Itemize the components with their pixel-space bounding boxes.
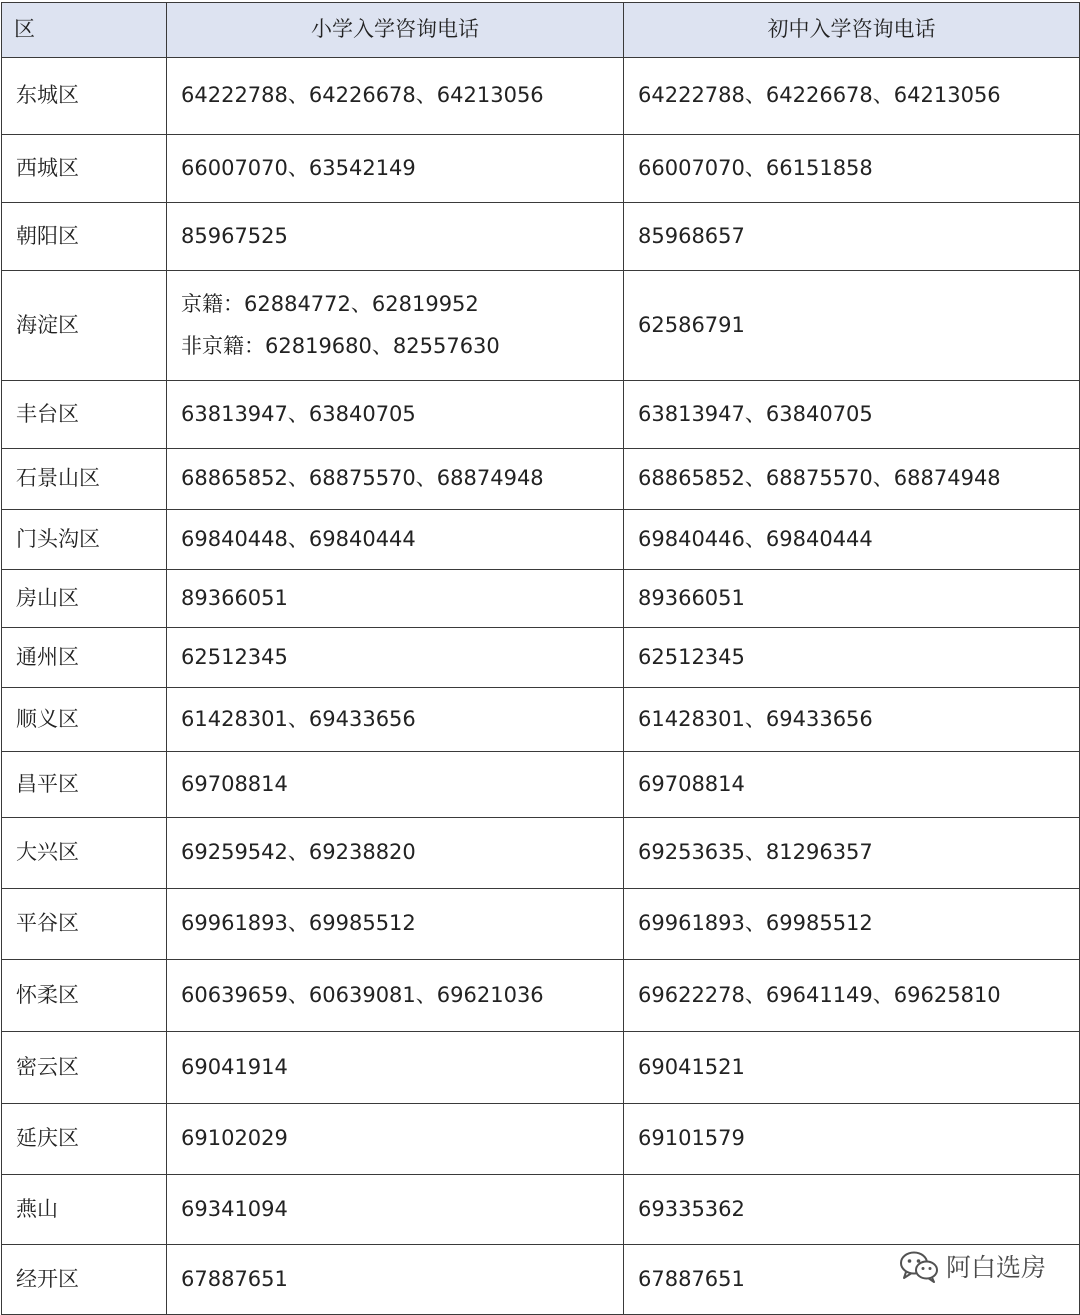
middle-phone-cell: 68865852、68875570、68874948 xyxy=(624,449,1080,510)
table-row xyxy=(2,203,1080,271)
table-body xyxy=(2,58,1080,1315)
district-cell: 门头沟区 xyxy=(2,510,167,570)
primary-phone-line: 62512345 xyxy=(181,644,288,669)
middle-phone-cell: 69253635、81296357 xyxy=(624,818,1080,889)
district-cell: 怀柔区 xyxy=(2,960,167,1032)
primary-phone-line: 61428301、69433656 xyxy=(181,706,416,731)
middle-phone-cell: 85968657 xyxy=(624,203,1080,271)
district-cell: 西城区 xyxy=(2,135,167,203)
district-cell: 密云区 xyxy=(2,1032,167,1104)
header-middle-school: 初中入学咨询电话 xyxy=(624,3,1080,58)
table-row xyxy=(2,960,1080,1032)
primary-phone-line: 非京籍：62819680、82557630 xyxy=(181,333,500,358)
district-cell: 房山区 xyxy=(2,570,167,628)
district-cell: 燕山 xyxy=(2,1175,167,1245)
district-cell: 大兴区 xyxy=(2,818,167,889)
primary-phone-line: 85967525 xyxy=(181,223,288,248)
middle-phone-cell: 61428301、69433656 xyxy=(624,688,1080,752)
table-row xyxy=(2,628,1080,688)
table-row xyxy=(2,688,1080,752)
middle-phone-cell: 69840446、69840444 xyxy=(624,510,1080,570)
middle-phone-cell: 69335362 xyxy=(624,1175,1080,1245)
primary-phone-line: 69102029 xyxy=(181,1126,288,1151)
middle-phone-cell: 66007070、66151858 xyxy=(624,135,1080,203)
primary-phone-cell xyxy=(167,570,624,628)
district-cell: 朝阳区 xyxy=(2,203,167,271)
table-header-row xyxy=(2,3,1080,58)
primary-phone-cell xyxy=(167,752,624,818)
district-cell: 延庆区 xyxy=(2,1104,167,1175)
primary-phone-line: 69708814 xyxy=(181,771,288,796)
primary-phone-cell xyxy=(167,449,624,510)
table-row xyxy=(2,752,1080,818)
wechat-icon xyxy=(898,1249,940,1283)
middle-phone-cell: 89366051 xyxy=(624,570,1080,628)
table-row xyxy=(2,381,1080,449)
district-cell: 海淀区 xyxy=(2,271,167,381)
table-row xyxy=(2,58,1080,135)
middle-phone-cell: 69622278、69641149、69625810 xyxy=(624,960,1080,1032)
primary-phone-cell xyxy=(167,271,624,381)
watermark-text: 阿白选房 xyxy=(945,1253,1046,1282)
primary-phone-line: 69041914 xyxy=(181,1054,288,1079)
primary-phone-line: 60639659、60639081、69621036 xyxy=(181,982,544,1007)
primary-phone-line: 69840448、69840444 xyxy=(181,526,416,551)
district-cell: 昌平区 xyxy=(2,752,167,818)
primary-phone-line: 64222788、64226678、64213056 xyxy=(181,83,544,108)
primary-phone-line: 63813947、63840705 xyxy=(181,401,416,426)
middle-phone-cell: 67887651 xyxy=(624,1245,1080,1315)
district-cell: 经开区 xyxy=(2,1245,167,1315)
primary-phone-cell xyxy=(167,381,624,449)
middle-phone-cell: 62586791 xyxy=(624,271,1080,381)
table-row xyxy=(2,570,1080,628)
middle-phone-cell: 69708814 xyxy=(624,752,1080,818)
table-row xyxy=(2,271,1080,381)
table-row xyxy=(2,889,1080,960)
primary-phone-line: 67887651 xyxy=(181,1266,288,1291)
primary-phone-cell xyxy=(167,510,624,570)
middle-phone-cell: 69961893、69985512 xyxy=(624,889,1080,960)
table-row xyxy=(2,135,1080,203)
table-row xyxy=(2,1032,1080,1104)
header-primary-school: 小学入学咨询电话 xyxy=(167,3,624,58)
header-district: 区 xyxy=(2,3,167,58)
enrollment-hotline-table xyxy=(1,2,1080,1315)
primary-phone-line: 68865852、68875570、68874948 xyxy=(181,466,544,491)
district-cell: 丰台区 xyxy=(2,381,167,449)
primary-phone-cell xyxy=(167,1175,624,1245)
district-cell: 顺义区 xyxy=(2,688,167,752)
watermark xyxy=(898,1248,1046,1284)
primary-phone-cell xyxy=(167,889,624,960)
primary-phone-cell xyxy=(167,1245,624,1315)
primary-phone-line: 89366051 xyxy=(181,585,288,610)
primary-phone-cell xyxy=(167,1104,624,1175)
primary-phone-cell xyxy=(167,818,624,889)
table-row xyxy=(2,818,1080,889)
table-row xyxy=(2,449,1080,510)
primary-phone-line: 69341094 xyxy=(181,1196,288,1221)
primary-phone-cell xyxy=(167,203,624,271)
district-cell: 通州区 xyxy=(2,628,167,688)
primary-phone-cell xyxy=(167,628,624,688)
primary-phone-cell xyxy=(167,1032,624,1104)
district-cell: 石景山区 xyxy=(2,449,167,510)
table-row xyxy=(2,1175,1080,1245)
district-cell: 东城区 xyxy=(2,58,167,135)
primary-phone-cell xyxy=(167,58,624,135)
table-row xyxy=(2,510,1080,570)
primary-phone-line: 69259542、69238820 xyxy=(181,840,416,865)
middle-phone-cell: 69101579 xyxy=(624,1104,1080,1175)
middle-phone-cell: 69041521 xyxy=(624,1032,1080,1104)
table-row xyxy=(2,1104,1080,1175)
middle-phone-cell: 64222788、64226678、64213056 xyxy=(624,58,1080,135)
middle-phone-cell: 63813947、63840705 xyxy=(624,381,1080,449)
middle-phone-cell: 62512345 xyxy=(624,628,1080,688)
primary-phone-line: 66007070、63542149 xyxy=(181,155,416,180)
primary-phone-cell xyxy=(167,688,624,752)
primary-phone-line: 京籍：62884772、62819952 xyxy=(181,292,479,317)
primary-phone-cell xyxy=(167,960,624,1032)
primary-phone-line: 69961893、69985512 xyxy=(181,911,416,936)
primary-phone-cell xyxy=(167,135,624,203)
district-cell: 平谷区 xyxy=(2,889,167,960)
